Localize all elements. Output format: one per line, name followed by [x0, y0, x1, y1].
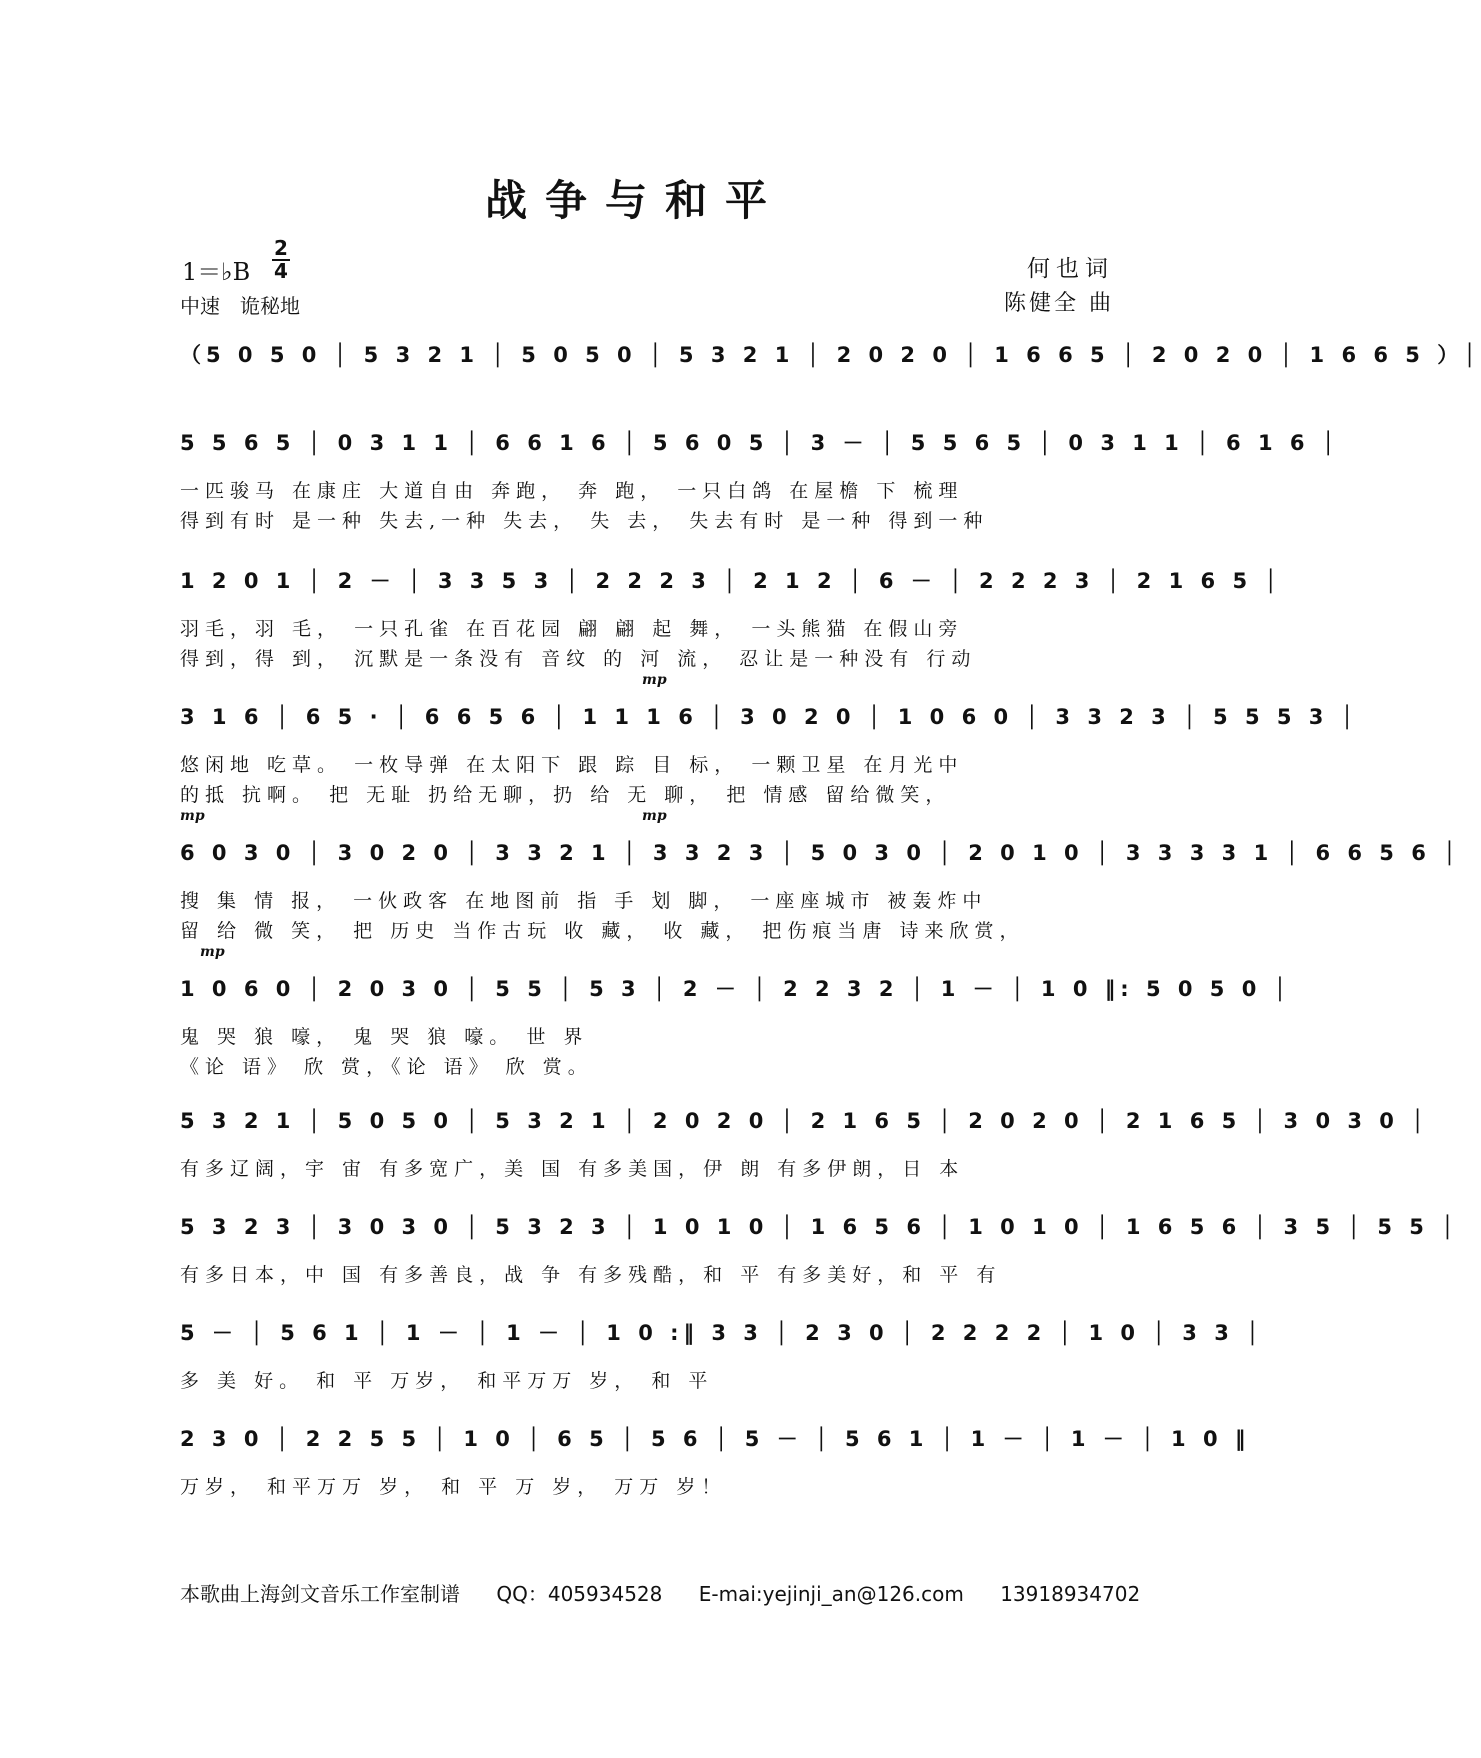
notation-line: 5 3 2 1 │ 5 0 5 0 │ 5 3 2 1 │ 2 0 2 0 │ 2 1 6 5 │ 2 0 2 0 │ 2 1 6 5 │ 3 0 3 0 │	[180, 1109, 1429, 1133]
notation-line: （5 0 5 0 │ 5 3 2 1 │ 5 0 5 0 │ 5 3 2 1 │ 2 0 2 0 │ 1 6 6 5 │ 2 0 2 0 │ 1 6 6 5 ）│	[180, 343, 1481, 367]
lyric-verse-1: 悠闲地 吃草。 一枚导弹 在太阳下 跟 踪 目 标， 一颗卫星 在月光中	[180, 754, 964, 776]
time-signature	[272, 238, 290, 282]
dynamic-marking: mp	[642, 672, 667, 688]
lyric-verse-1: 搜 集 情 报， 一伙政客 在地图前 指 手 划 脚， 一座座城市 被轰炸中	[180, 890, 988, 912]
lyric-verse-1: 羽毛，羽 毛， 一只孔雀 在百花园 翩 翩 起 舞， 一头熊猫 在假山旁	[180, 618, 964, 640]
lyric-verse-2: 《论 语》 欣 赏，《论 语》 欣 赏。	[180, 1056, 593, 1078]
song-title: 战争与和平	[484, 176, 785, 225]
lyricist-credit: 何也词	[1027, 256, 1114, 282]
footer-studio: 本歌曲上海剑文音乐工作室制谱	[180, 1582, 460, 1606]
composer-credit: 陈健全 曲	[1004, 291, 1114, 316]
lyric-verse-1: 万岁， 和平万万 岁， 和 平 万 岁， 万万 岁！	[180, 1476, 727, 1498]
footer-qq: QQ：405934528	[496, 1582, 663, 1606]
notation-line: 1 0 6 0 │ 2 0 3 0 │ 5 5 │ 5 3 │ 2 － │ 2 2 3 2 │ 1 － │ 1 0 ‖: 5 0 5 0 │	[180, 977, 1292, 1001]
dynamic-marking: mp	[200, 944, 225, 960]
dynamic-marking: mp	[180, 808, 205, 824]
notation-line: 5 5 6 5 │ 0 3 1 1 │ 6 6 1 6 │ 5 6 0 5 │ 3 － │ 5 5 6 5 │ 0 3 1 1 │ 6 1 6 │	[180, 431, 1340, 455]
footer	[180, 1578, 1170, 1607]
lyric-verse-1: 一匹骏马 在康庄 大道自由 奔跑， 奔 跑， 一只白鸽 在屋檐 下 梳理	[180, 480, 964, 502]
notation-line: 5 － │ 5 6 1 │ 1 － │ 1 － │ 1 0 :‖ 3 3 │ 2 3 0 │ 2 2 2 2 │ 1 0 │ 3 3 │	[180, 1321, 1264, 1345]
lyric-verse-2: 得到有时 是一种 失去,一种 失去， 失 去， 失去有时 是一种 得到一种	[180, 510, 989, 532]
footer-phone: 13918934702	[1000, 1582, 1141, 1606]
notation-line: 2 3 0 │ 2 2 5 5 │ 1 0 │ 6 5 │ 5 6 │ 5 － │ 5 6 1 │ 1 － │ 1 － │ 1 0 ‖	[180, 1427, 1251, 1451]
tempo-marking: 中速 诡秘地	[180, 294, 300, 318]
dynamic-marking: mp	[642, 808, 667, 824]
time-bottom: 4	[272, 259, 290, 282]
time-top: 2	[274, 236, 288, 260]
footer-email: E-mai:yejinji_an@126.com	[698, 1582, 964, 1606]
lyric-verse-2: 的抵 抗啊。 把 无耻 扔给无聊，扔 给 无 聊， 把 情感 留给微笑，	[180, 784, 951, 806]
lyric-verse-1: 多 美 好。 和 平 万岁， 和平万万 岁， 和 平	[180, 1370, 714, 1392]
lyric-verse-2: 留 给 微 笑， 把 历史 当作古玩 收 藏， 收 藏， 把伤痕当唐 诗来欣赏，	[180, 920, 1025, 942]
notation-line: 3 1 6 │ 6 5 · │ 6 6 5 6 │ 1 1 1 6 │ 3 0 2 0 │ 1 0 6 0 │ 3 3 2 3 │ 5 5 5 3 │	[180, 705, 1359, 729]
notation-line: 5 3 2 3 │ 3 0 3 0 │ 5 3 2 3 │ 1 0 1 0 │ 1 6 5 6 │ 1 0 1 0 │ 1 6 5 6 │ 3 5 │ 5 5 │	[180, 1215, 1459, 1239]
lyric-verse-1: 有多辽阔，宇 宙 有多宽广，美 国 有多美国，伊 朗 有多伊朗，日 本	[180, 1158, 965, 1180]
lyric-verse-2: 得到，得 到， 沉默是一条没有 音纹 的 河 流， 忍让是一种没有 行动	[180, 648, 977, 670]
notation-line: 6 0 3 0 │ 3 0 2 0 │ 3 3 2 1 │ 3 3 2 3 │ 5 0 3 0 │ 2 0 1 0 │ 3 3 3 3 1 │ 6 6 5 6 │	[180, 841, 1461, 865]
lyric-verse-1: 鬼 哭 狼 嚎， 鬼 哭 狼 嚎。 世 界	[180, 1026, 589, 1048]
lyric-verse-1: 有多日本，中 国 有多善良，战 争 有多残酷，和 平 有多美好，和 平 有	[180, 1264, 1002, 1286]
key-signature: 1＝♭B	[182, 258, 251, 286]
notation-line: 1 2 0 1 │ 2 － │ 3 3 5 3 │ 2 2 2 3 │ 2 1 2 │ 6 － │ 2 2 2 3 │ 2 1 6 5 │	[180, 569, 1283, 593]
